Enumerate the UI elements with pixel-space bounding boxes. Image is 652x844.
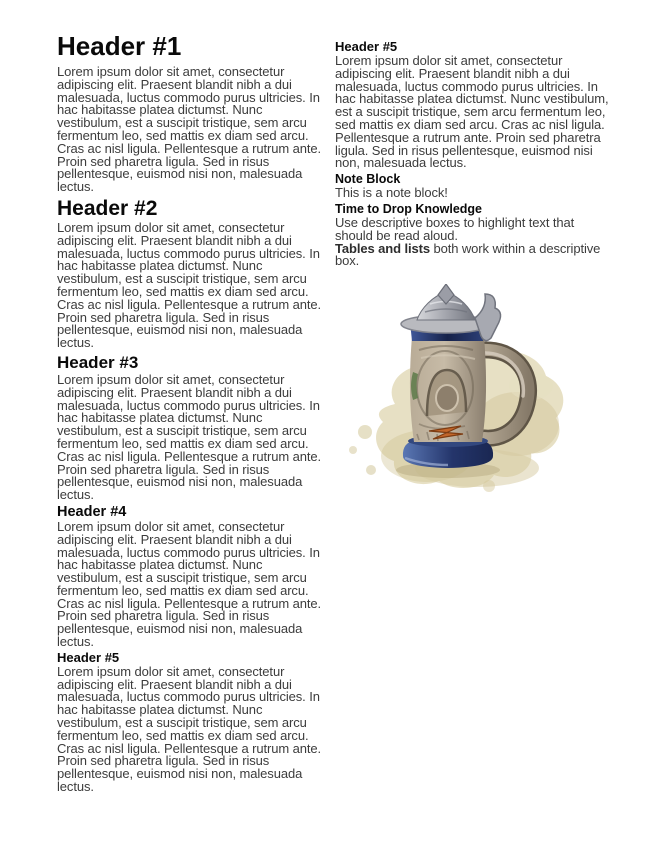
beer-stein-figure bbox=[335, 284, 612, 498]
tables-note-bold: Tables and lists bbox=[335, 240, 430, 256]
note-block-title: Note Block bbox=[335, 172, 401, 187]
tables-note bbox=[335, 240, 612, 269]
heading-4: Header #4 bbox=[57, 503, 127, 520]
paragraph-4: Lorem ipsum dolor sit amet, consectetur adipiscing elit. Praesent blandit nibh a dui malesuada, luctus commodo purus ultricies. In hac habitasse platea dictumst. Nunc vestibulum, est a suscipit tristique, sem arcu fermentum leo, sed mattis ex diam sed arcu. Cras ac nisl ligula. Pellentesque a rutrum ante. Proin sed pharetra ligula. Sed in risus pellentesque, euismod nisi non, malesuada lectus. bbox=[57, 518, 322, 650]
heading-1: Header #1 bbox=[57, 31, 182, 61]
paragraph-2: Lorem ipsum dolor sit amet, consectetur adipiscing elit. Praesent blandit nibh a dui malesuada, luctus commodo purus ultricies. In hac habitasse platea dictumst. Nunc vestibulum, est a suscipit tristique, sem arcu fermentum leo, sed mattis ex diam sed arcu. Cras ac nisl ligula. Pellentesque a rutrum ante. Proin sed pharetra ligula. Sed in risus pellentesque, euismod nisi non, malesuada lectus. bbox=[57, 219, 322, 351]
beer-stein-illustration bbox=[335, 284, 612, 498]
heading-3: Header #3 bbox=[57, 352, 139, 372]
paragraph-3: Lorem ipsum dolor sit amet, consectetur adipiscing elit. Praesent blandit nibh a dui malesuada, luctus commodo purus ultricies. In hac habitasse platea dictumst. Nunc vestibulum, est a suscipit tristique, sem arcu fermentum leo, sed mattis ex diam sed arcu. Cras ac nisl ligula. Pellentesque a rutrum ante. Proin sed pharetra ligula. Sed in risus pellentesque, euismod nisi non, malesuada lectus. bbox=[57, 371, 322, 503]
knowledge-block-title: Time to Drop Knowledge bbox=[335, 201, 482, 216]
knowledge-block-text: Use descriptive boxes to highlight text that should be read aloud. bbox=[335, 214, 575, 243]
note-block-text: This is a note block! bbox=[335, 185, 448, 201]
right-column bbox=[335, 30, 612, 498]
tables-note-rest: both work within a descriptive box. bbox=[335, 240, 601, 269]
heading-5-right: Header #5 bbox=[335, 39, 398, 54]
heading-5: Header #5 bbox=[57, 649, 120, 665]
paragraph-5: Lorem ipsum dolor sit amet, consectetur adipiscing elit. Praesent blandit nibh a dui malesuada, luctus commodo purus ultricies. In hac habitasse platea dictumst. Nunc vestibulum, est a suscipit tristique, sem arcu fermentum leo, sed mattis ex diam sed arcu. Cras ac nisl ligula. Pellentesque a rutrum ante. Proin sed pharetra ligula. Sed in risus pellentesque, euismod nisi non, malesuada lectus. bbox=[57, 663, 322, 795]
paragraph-right: Lorem ipsum dolor sit amet, consectetur adipiscing elit. Praesent blandit nibh a dui malesuada, luctus commodo purus ultricies. In hac habitasse platea dictumst. Nunc vestibulum, est a suscipit tristique, sem arcu fermentum leo, sed mattis ex diam sed arcu. Cras ac nisl ligula. Pellentesque a rutrum ante. Proin sed pharetra ligula. Sed in risus pellentesque, euismod nisi non, malesuada lectus. bbox=[335, 53, 609, 171]
left-column bbox=[57, 30, 329, 794]
stein-body bbox=[410, 336, 486, 442]
paragraph-1: Lorem ipsum dolor sit amet, consectetur adipiscing elit. Praesent blandit nibh a dui malesuada, luctus commodo purus ultricies. In hac habitasse platea dictumst. Nunc vestibulum, est a suscipit tristique, sem arcu fermentum leo, sed mattis ex diam sed arcu. Cras ac nisl ligula. Pellentesque a rutrum ante. Proin sed pharetra ligula. Sed in risus pellentesque, euismod nisi non, malesuada lectus. bbox=[57, 64, 322, 195]
heading-2: Header #2 bbox=[57, 196, 158, 220]
